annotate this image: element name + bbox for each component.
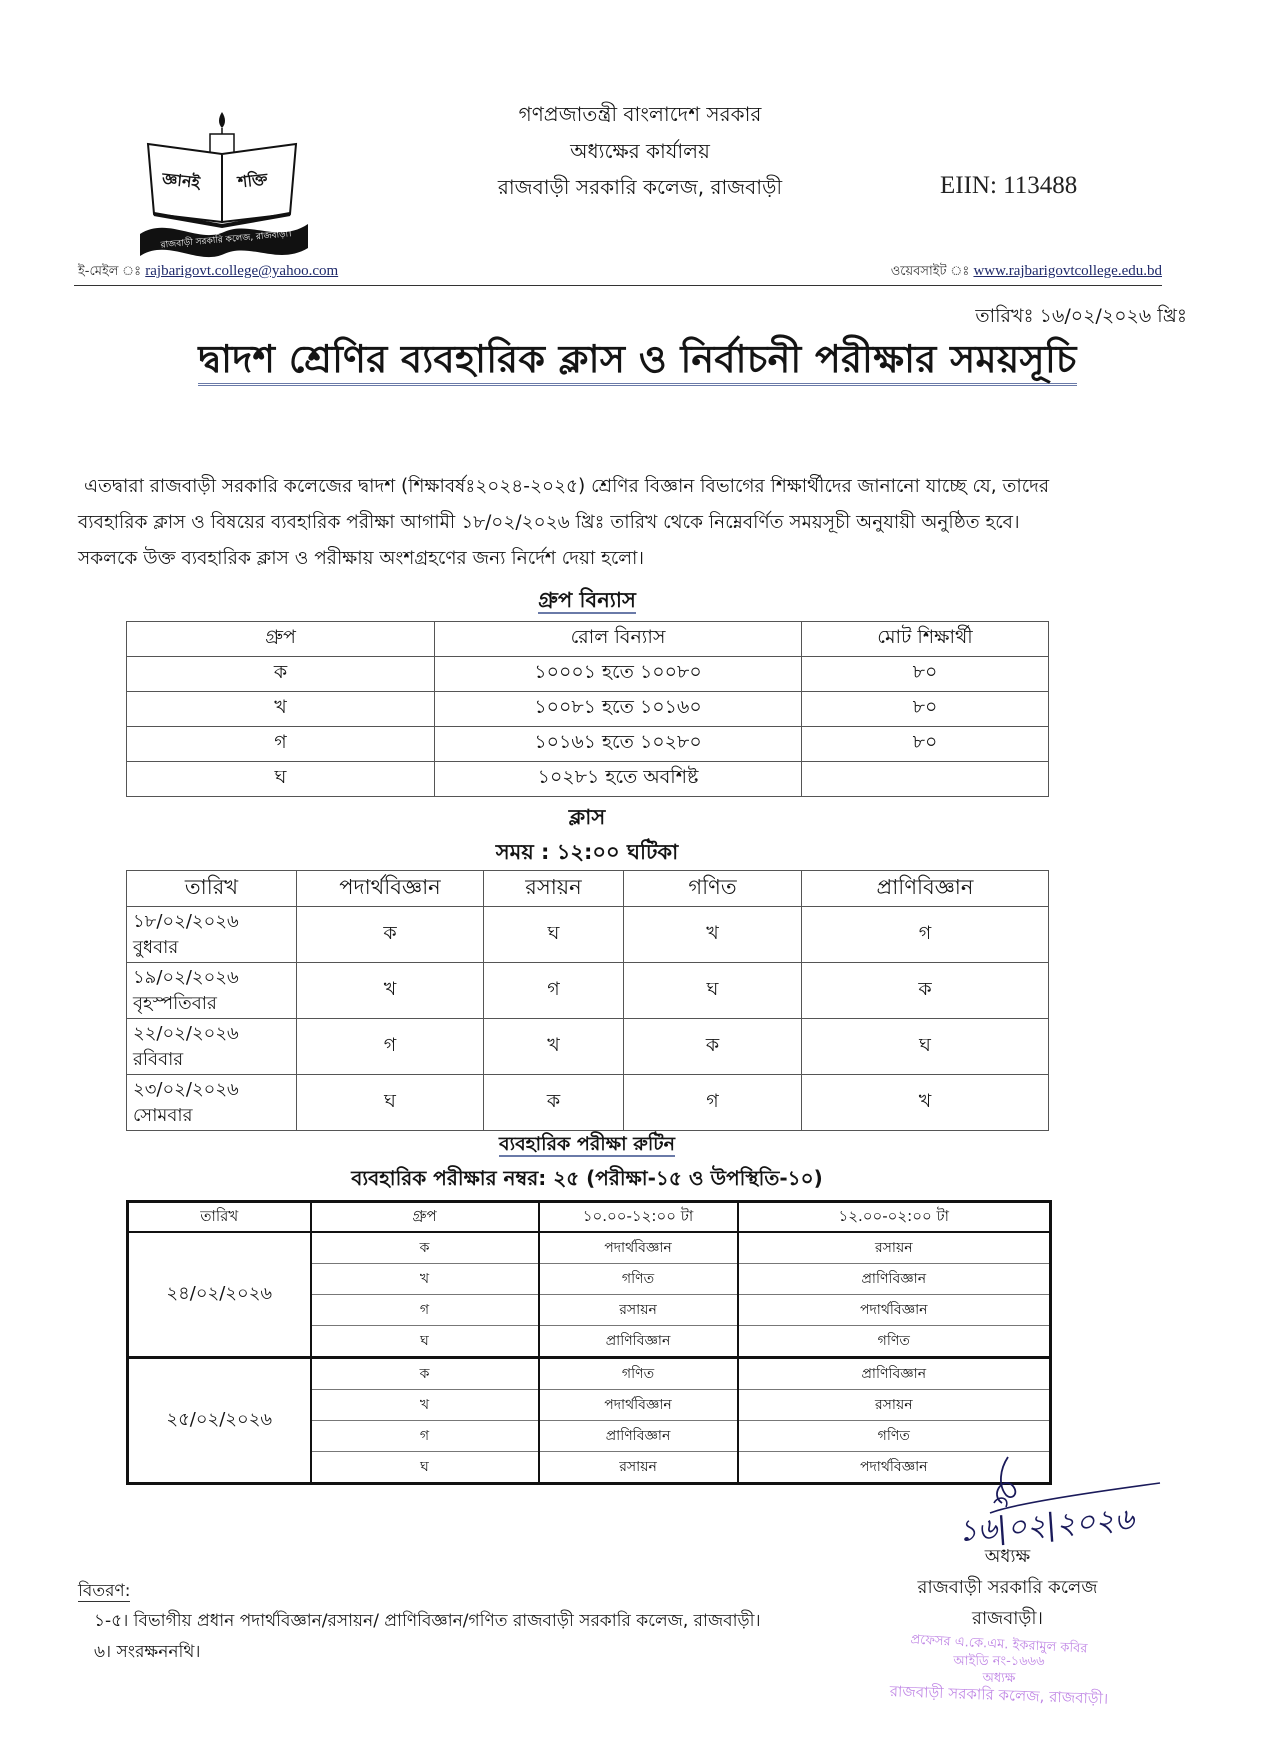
group-cell: গ	[802, 907, 1049, 963]
notice-line-2: ব্যবহারিক ক্লাস ও বিষয়ের ব্যবহারিক পরীক্ষা আগামী ১৮/০২/২০২৬ খ্রিঃ তারিখ থেকে নিম্নেবর্ণিত সময়সূচী অনুযায়ী অনুষ্ঠিত হবে।	[78, 512, 1020, 533]
group-cell: খ	[297, 963, 484, 1019]
column-header: তারিখ	[128, 1202, 311, 1233]
roll-range-cell: ১০১৬১ হতে ১০২৮০	[435, 727, 802, 762]
class-date: ২২/০২/২০২৬	[133, 1022, 239, 1044]
subject-cell: পদার্থবিজ্ঞান	[738, 1295, 1051, 1326]
signatory-title: অধ্যক্ষ	[984, 1546, 1031, 1567]
table-header-row	[128, 1202, 1051, 1233]
table-row	[127, 762, 1049, 797]
table-header-row	[127, 622, 1049, 657]
distribution-heading	[78, 1578, 130, 1606]
column-header: রোল বিন্যাস	[435, 622, 802, 657]
government-line: গণপ্রজাতন্ত্রী বাংলাদেশ সরকার	[518, 102, 762, 126]
group-cell: খ	[311, 1390, 539, 1421]
group-cell: গ	[311, 1295, 539, 1326]
table-header-row	[127, 871, 1049, 907]
distribution-heading-text: বিতরণ:	[78, 1581, 131, 1601]
column-header: তারিখ	[127, 871, 297, 907]
email-label: ই-মেইল ঃ	[78, 264, 142, 279]
group-cell: ঘ	[802, 1019, 1049, 1075]
date-cell	[127, 1075, 297, 1131]
group-cell: গ	[297, 1019, 484, 1075]
document-title-text: দ্বাদশ শ্রেণির ব্যবহারিক ক্লাস ও নির্বাচনী পরীক্ষার সময়সূচি	[198, 337, 1076, 386]
table-row	[127, 963, 1049, 1019]
group-section-heading-text: গ্রুপ বিন্যাস	[538, 588, 636, 612]
office-line: অধ্যক্ষের কার্যালয়	[570, 139, 710, 163]
website-label: ওয়েবসাইট ঃ	[890, 264, 970, 279]
group-cell: খ	[311, 1264, 539, 1295]
column-header: রসায়ন	[484, 871, 624, 907]
stamp-line: অধ্যক্ষ	[982, 1671, 1016, 1686]
subject-cell: গণিত	[738, 1326, 1051, 1358]
class-day: বুধবার	[133, 936, 179, 958]
group-cell: খ	[624, 907, 802, 963]
exam-marks-info: ব্যবহারিক পরীক্ষার নম্বর: ২৫ (পরীক্ষা-১৫ ও উপস্থিতি-১০)	[351, 1166, 823, 1190]
document-title	[120, 330, 1155, 394]
group-cell: ঘ	[127, 762, 435, 797]
signatory-place: রাজবাড়ী।	[972, 1608, 1043, 1629]
group-cell: খ	[127, 692, 435, 727]
column-header: মোট শিক্ষার্থী	[802, 622, 1049, 657]
group-cell: খ	[484, 1019, 624, 1075]
stamp-line: প্রফেসর এ.কে.এম. ইকরামুল কবির	[910, 1632, 1088, 1657]
total-students-cell: ৮০	[802, 727, 1049, 762]
subject-cell: পদার্থবিজ্ঞান	[738, 1452, 1051, 1484]
class-schedule-table	[126, 870, 1049, 1131]
column-header: প্রাণিবিজ্ঞান	[802, 871, 1049, 907]
group-cell: ঘ	[311, 1326, 539, 1358]
group-cell: ক	[127, 657, 435, 692]
date-cell	[127, 963, 297, 1019]
exam-date-cell: ২৫/০২/২০২৬	[128, 1358, 311, 1484]
column-header: ১২.০০-০২:০০ টা	[738, 1202, 1051, 1233]
email-row	[78, 262, 338, 283]
class-date: ১৮/০২/২০২৬	[133, 910, 239, 932]
subject-cell: গণিত	[539, 1358, 738, 1390]
stamp-line: আইডি নং-১৬৬৬	[953, 1654, 1045, 1669]
group-cell: গ	[311, 1421, 539, 1452]
class-date: ২৩/০২/২০২৬	[133, 1078, 239, 1100]
practical-exam-table	[126, 1200, 1052, 1485]
table-row	[128, 1358, 1051, 1390]
subject-cell: পদার্থবিজ্ঞান	[539, 1232, 738, 1264]
table-row	[127, 727, 1049, 762]
group-section-heading	[126, 584, 1048, 619]
signature-date: ১৬|০২|২০২৬	[956, 1501, 1136, 1550]
subject-cell: প্রাণিবিজ্ঞান	[738, 1264, 1051, 1295]
class-day: বৃহস্পতিবার	[133, 992, 217, 1014]
table-row	[127, 692, 1049, 727]
notice-line-3: সকলকে উক্ত ব্যবহারিক ক্লাস ও পরীক্ষায় অংশগ্রহণের জন্য নির্দেশ দেয়া হলো।	[78, 548, 645, 569]
roll-range-cell: ১০০৮১ হতে ১০১৬০	[435, 692, 802, 727]
subject-cell: রসায়ন	[539, 1452, 738, 1484]
exam-section-heading-text: ব্যবহারিক পরীক্ষা রুটিন	[499, 1133, 675, 1155]
group-cell: ক	[311, 1358, 539, 1390]
roll-range-cell: ১০০০১ হতে ১০০৮০	[435, 657, 802, 692]
group-distribution-table	[126, 621, 1049, 797]
table-row	[128, 1232, 1051, 1264]
class-time: সময় : ১২:০০ ঘটিকা	[495, 840, 679, 864]
column-header: ১০.০০-১২:০০ টা	[539, 1202, 738, 1233]
subject-cell: রসায়ন	[738, 1390, 1051, 1421]
column-header: গ্রুপ	[127, 622, 435, 657]
class-day: রবিবার	[133, 1048, 184, 1070]
group-cell: ক	[802, 963, 1049, 1019]
issue-date: তারিখঃ ১৬/০২/২০২৬ খ্রিঃ	[975, 305, 1187, 327]
logo-motto-left: জ্ঞানই	[161, 169, 201, 192]
subject-cell: প্রাণিবিজ্ঞান	[539, 1421, 738, 1452]
class-section-heading: ক্লাস	[568, 805, 606, 829]
group-cell: ঘ	[624, 963, 802, 1019]
date-cell	[127, 1019, 297, 1075]
group-cell: ঘ	[311, 1452, 539, 1484]
website-row	[891, 262, 1162, 283]
email-link[interactable]: rajbarigovt.college@yahoo.com	[145, 263, 339, 279]
distribution-item: ৬। সংরক্ষননথি।	[94, 1642, 201, 1662]
exam-section-heading	[126, 1130, 1048, 1162]
subject-cell: প্রাণিবিজ্ঞান	[539, 1326, 738, 1358]
total-students-cell: ৮০	[802, 657, 1049, 692]
total-students-cell: ৮০	[802, 692, 1049, 727]
notice-line-1: এতদ্বারা রাজবাড়ী সরকারি কলেজের দ্বাদশ (শিক্ষাবর্ষঃ২০২৪-২০২৫) শ্রেণির বিজ্ঞান বিভাগের শিক্ষার্থীদের জানানো যাচ্ছে যে, তাদের	[84, 476, 1050, 497]
total-students-cell	[802, 762, 1049, 797]
group-cell: গ	[624, 1075, 802, 1131]
subject-cell: রসায়ন	[738, 1232, 1051, 1264]
subject-cell: প্রাণিবিজ্ঞান	[738, 1358, 1051, 1390]
subject-cell: পদার্থবিজ্ঞান	[539, 1390, 738, 1421]
group-cell: ঘ	[484, 907, 624, 963]
college-logo	[138, 108, 310, 258]
table-row	[127, 657, 1049, 692]
logo-motto-right: শক্তি	[236, 169, 269, 192]
column-header: গণিত	[624, 871, 802, 907]
college-line: রাজবাড়ী সরকারি কলেজ, রাজবাড়ী	[497, 175, 783, 199]
group-cell: ক	[624, 1019, 802, 1075]
subject-cell: গণিত	[738, 1421, 1051, 1452]
class-date: ১৯/০২/২০২৬	[133, 966, 239, 988]
subject-cell: রসায়ন	[539, 1295, 738, 1326]
class-day: সোমবার	[133, 1104, 193, 1126]
signatory-college: রাজবাড়ী সরকারি কলেজ	[917, 1577, 1098, 1598]
stamp-line: রাজবাড়ী সরকারি কলেজ, রাজবাড়ী।	[889, 1682, 1109, 1708]
group-cell: ক	[297, 907, 484, 963]
table-row	[127, 1075, 1049, 1131]
column-header: গ্রুপ	[311, 1202, 539, 1233]
column-header: পদার্থবিজ্ঞান	[297, 871, 484, 907]
table-row	[127, 907, 1049, 963]
group-cell: ক	[484, 1075, 624, 1131]
subject-cell: গণিত	[539, 1264, 738, 1295]
group-cell: গ	[127, 727, 435, 762]
group-cell: ঘ	[297, 1075, 484, 1131]
header-divider	[74, 285, 1162, 286]
group-cell: ক	[311, 1232, 539, 1264]
distribution-item: ১-৫। বিভাগীয় প্রধান পদার্থবিজ্ঞান/রসায়ন/ প্রাণিবিজ্ঞান/গণিত রাজবাড়ী সরকারি কলেজ, রাজবাড়ী।	[94, 1611, 761, 1631]
group-cell: খ	[802, 1075, 1049, 1131]
website-link[interactable]: www.rajbarigovtcollege.edu.bd	[973, 263, 1162, 279]
logo-ribbon-text: রাজবাড়ী সরকারি কলেজ, রাজবাড়ী।	[160, 229, 292, 251]
exam-date-cell: ২৪/০২/২০২৬	[128, 1232, 311, 1358]
date-cell	[127, 907, 297, 963]
group-cell: গ	[484, 963, 624, 1019]
official-seal-stamp	[884, 1632, 1114, 1708]
handwritten-signature	[950, 1455, 1165, 1550]
eiin-number: EIIN: 113488	[940, 172, 1078, 199]
roll-range-cell: ১০২৮১ হতে অবশিষ্ট	[435, 762, 802, 797]
table-row	[127, 1019, 1049, 1075]
